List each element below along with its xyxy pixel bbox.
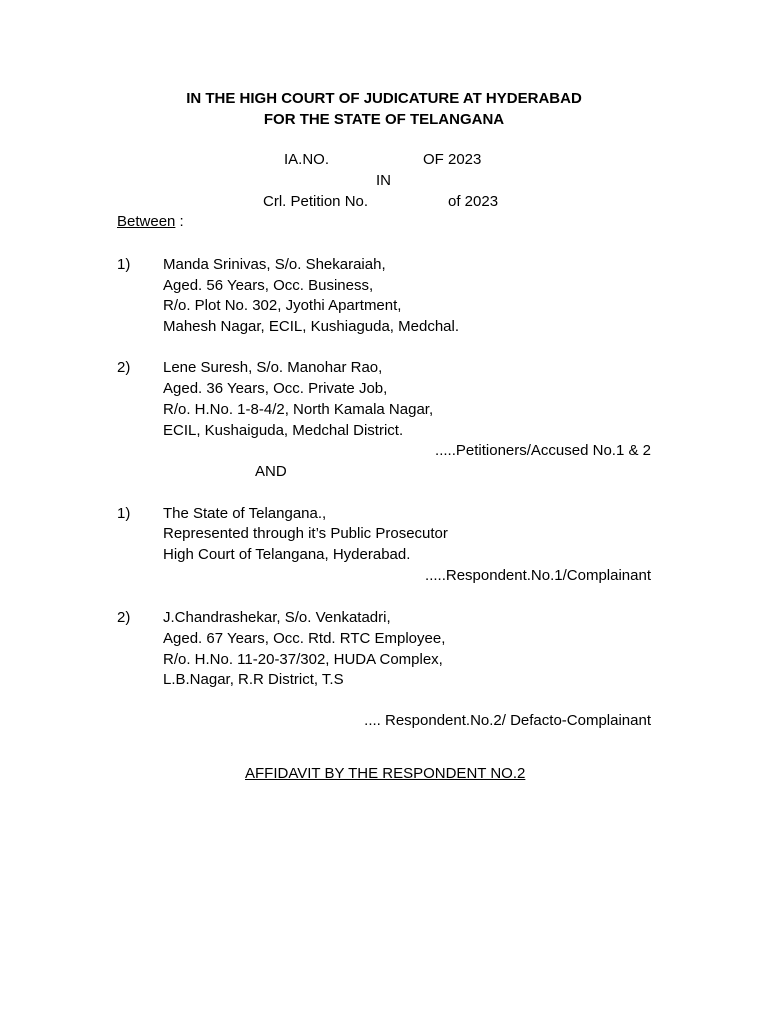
petitioner-2-line: Aged. 36 Years, Occ. Private Job, <box>163 380 388 397</box>
respondent-2-role: .... Respondent.No.2/ Defacto-Complainant <box>364 712 651 729</box>
petitioner-1-line: Aged. 56 Years, Occ. Business, <box>163 277 374 294</box>
ia-year: OF 2023 <box>423 151 482 168</box>
respondent-2-number: 2) <box>117 609 131 626</box>
respondent-2-line: R/o. H.No. 11-20-37/302, HUDA Complex, <box>163 651 443 668</box>
petitioner-2-line: R/o. H.No. 1-8-4/2, North Kamala Nagar, <box>163 401 434 418</box>
crl-petition-year: of 2023 <box>448 193 499 210</box>
crl-petition-label: Crl. Petition No. <box>263 193 369 210</box>
respondent-1-line: High Court of Telangana, Hyderabad. <box>163 546 411 563</box>
petitioner-2-line: Lene Suresh, S/o. Manohar Rao, <box>163 359 383 376</box>
respondent-2-line: J.Chandrashekar, S/o. Venkatadri, <box>163 609 391 626</box>
state-heading: FOR THE STATE OF TELANGANA <box>263 111 505 128</box>
respondent-1-number: 1) <box>117 505 131 522</box>
between-colon: : <box>175 213 184 230</box>
petitioner-2-number: 2) <box>117 359 131 376</box>
respondent-2-line: Aged. 67 Years, Occ. Rtd. RTC Employee, <box>163 630 446 647</box>
respondent-1-line: Represented through it’s Public Prosecutor <box>163 525 448 542</box>
between-heading <box>117 212 184 232</box>
court-heading: IN THE HIGH COURT OF JUDICATURE AT HYDERABAD <box>186 90 582 107</box>
petitioner-2-line: ECIL, Kushaiguda, Medchal District. <box>163 422 404 439</box>
petitioner-1-line: Mahesh Nagar, ECIL, Kushiaguda, Medchal. <box>163 318 460 335</box>
and-separator: AND <box>255 463 287 480</box>
petitioners-role: .....Petitioners/Accused No.1 & 2 <box>435 442 651 459</box>
petitioner-1-number: 1) <box>117 256 131 273</box>
affidavit-title: AFFIDAVIT BY THE RESPONDENT NO.2 <box>245 765 526 782</box>
in-label: IN <box>376 172 391 189</box>
petitioner-1-line: Manda Srinivas, S/o. Shekaraiah, <box>163 256 386 273</box>
respondent-1-role: .....Respondent.No.1/Complainant <box>425 567 651 584</box>
respondent-2-line: L.B.Nagar, R.R District, T.S <box>163 671 344 688</box>
ia-no-label: IA.NO. <box>284 151 330 168</box>
between-label: Between <box>117 213 176 230</box>
petitioner-1-line: R/o. Plot No. 302, Jyothi Apartment, <box>163 297 402 314</box>
respondent-1-line: The State of Telangana., <box>163 505 327 522</box>
